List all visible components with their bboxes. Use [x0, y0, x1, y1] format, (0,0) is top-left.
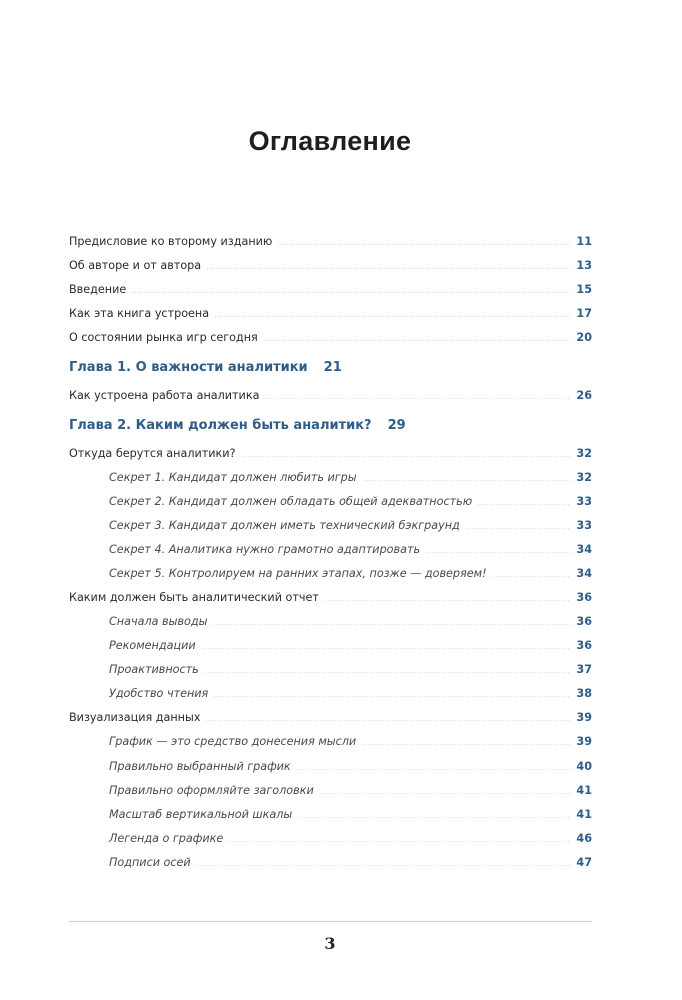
toc-entry-label: Секрет 3. Кандидат должен иметь технический бэкграунд	[109, 519, 460, 532]
toc-subentry[interactable]	[109, 851, 592, 869]
toc-entry-label: Сначала выводы	[109, 615, 208, 628]
toc-entry-label: Предисловие ко второму изданию	[69, 235, 273, 248]
toc-entry-page: 32	[576, 447, 592, 460]
toc-entry[interactable]	[69, 230, 592, 248]
toc-entry-label: Как устроена работа аналитика	[69, 389, 260, 402]
dot-leader	[241, 456, 572, 457]
dot-leader	[296, 769, 572, 770]
toc-entry-label: Как эта книга устроена	[69, 307, 210, 320]
footer-divider	[69, 921, 592, 922]
chapter-title: Глава 1. О важности аналитики	[69, 360, 308, 375]
toc-entry-label: Секрет 4. Аналитика нужно грамотно адаптировать	[109, 543, 421, 556]
toc-subentry[interactable]	[109, 634, 592, 652]
dot-leader	[196, 865, 572, 866]
dot-leader	[492, 576, 572, 577]
toc-entry-page: 47	[576, 856, 592, 869]
toc-entry-page: 41	[576, 808, 592, 821]
toc-entry-label: Об авторе и от автора	[69, 259, 202, 272]
toc-entry-page: 26	[576, 389, 592, 402]
toc-entry-page: 34	[576, 543, 592, 556]
chapter-title: Глава 2. Каким должен быть аналитик?	[69, 418, 372, 433]
toc-entry-label: Правильно оформляйте заголовки	[109, 784, 314, 797]
toc-entry[interactable]	[69, 278, 592, 296]
toc-entry-label: Введение	[69, 283, 127, 296]
toc-entry-page: 32	[576, 471, 592, 484]
dot-leader	[204, 672, 572, 673]
toc-subentry[interactable]	[109, 490, 592, 508]
toc-subentry[interactable]	[109, 610, 592, 628]
dot-leader	[131, 292, 571, 293]
toc-entry-page: 38	[576, 687, 592, 700]
toc-subentry[interactable]	[109, 779, 592, 797]
dot-leader	[212, 624, 571, 625]
toc-entry-page: 36	[576, 591, 592, 604]
dot-leader	[264, 398, 571, 399]
dot-leader	[277, 244, 571, 245]
toc-subentry[interactable]	[109, 538, 592, 556]
toc-entry-label: Легенда о графике	[109, 832, 224, 845]
toc-entry-label: Правильно выбранный график	[109, 760, 291, 773]
toc-entry-label: Секрет 5. Контролируем на ранних этапах, позже — доверяем!	[109, 567, 487, 580]
toc-entry-label: Удобство чтения	[109, 687, 209, 700]
dot-leader	[214, 316, 571, 317]
toc-entry[interactable]	[69, 442, 592, 460]
toc-entry-label: Подписи осей	[109, 856, 191, 869]
chapter-page: 29	[387, 418, 406, 433]
toc-entry-page: 20	[576, 331, 592, 344]
toc-entry-page: 39	[576, 735, 592, 748]
toc-subentry[interactable]	[109, 730, 592, 748]
toc-entry-label: Проактивность	[109, 663, 199, 676]
toc-entry-page: 36	[576, 615, 592, 628]
toc-entry-label: Секрет 2. Кандидат должен обладать общей адекватностью	[109, 495, 473, 508]
dot-leader	[324, 600, 572, 601]
toc-entry-page: 17	[576, 307, 592, 320]
toc-entry-label: Визуализация данных	[69, 711, 201, 724]
toc-entry-page: 11	[576, 235, 592, 248]
dot-leader	[263, 340, 572, 341]
toc-subentry[interactable]	[109, 466, 592, 484]
toc-entry-page: 34	[576, 567, 592, 580]
toc-entry[interactable]	[69, 326, 592, 344]
dot-leader	[206, 268, 571, 269]
toc-entry-label: О состоянии рынка игр сегодня	[69, 331, 258, 344]
toc-entry-label: Рекомендации	[109, 639, 196, 652]
toc-entry-label: Секрет 1. Кандидат должен любить игры	[109, 471, 357, 484]
dot-leader	[477, 504, 571, 505]
toc-entry-page: 33	[576, 495, 592, 508]
toc-subentry[interactable]	[109, 658, 592, 676]
toc-entry-label: Откуда берутся аналитики?	[69, 447, 236, 460]
toc-entry-label: Масштаб вертикальной шкалы	[109, 808, 293, 821]
dot-leader	[319, 793, 572, 794]
toc-subentry[interactable]	[109, 803, 592, 821]
toc-entry-page: 46	[576, 832, 592, 845]
toc-entry-page: 39	[576, 711, 592, 724]
toc-entry-label: Каким должен быть аналитический отчет	[69, 591, 319, 604]
dot-leader	[465, 528, 572, 529]
page-number: 3	[324, 934, 336, 953]
toc-entry-page: 41	[576, 784, 592, 797]
toc-entry[interactable]	[69, 586, 592, 604]
toc-subentry[interactable]	[109, 755, 592, 773]
toc-subentry[interactable]	[109, 562, 592, 580]
toc-entry[interactable]	[69, 254, 592, 272]
dot-leader	[213, 696, 571, 697]
chapter-heading-2[interactable]	[69, 418, 406, 438]
dot-leader	[297, 817, 571, 818]
toc-entry-page: 36	[576, 639, 592, 652]
page-title: Оглавление	[248, 126, 412, 156]
dot-leader	[228, 841, 571, 842]
toc-entry[interactable]	[69, 706, 592, 724]
dot-leader	[361, 744, 571, 745]
toc-subentry[interactable]	[109, 827, 592, 845]
chapter-heading-1[interactable]	[69, 360, 342, 380]
toc-entry[interactable]	[69, 384, 592, 402]
toc-entry-page: 15	[576, 283, 592, 296]
toc-entry-page: 33	[576, 519, 592, 532]
toc-entry-page: 37	[576, 663, 592, 676]
toc-subentry[interactable]	[109, 682, 592, 700]
toc-entry-page: 40	[576, 760, 592, 773]
chapter-page: 21	[323, 360, 342, 375]
dot-leader	[425, 552, 571, 553]
toc-subentry[interactable]	[109, 514, 592, 532]
dot-leader	[201, 648, 572, 649]
dot-leader	[362, 480, 572, 481]
toc-entry[interactable]	[69, 302, 592, 320]
dot-leader	[205, 720, 571, 721]
toc-entry-label: График — это средство донесения мысли	[109, 735, 357, 748]
toc-entry-page: 13	[576, 259, 592, 272]
